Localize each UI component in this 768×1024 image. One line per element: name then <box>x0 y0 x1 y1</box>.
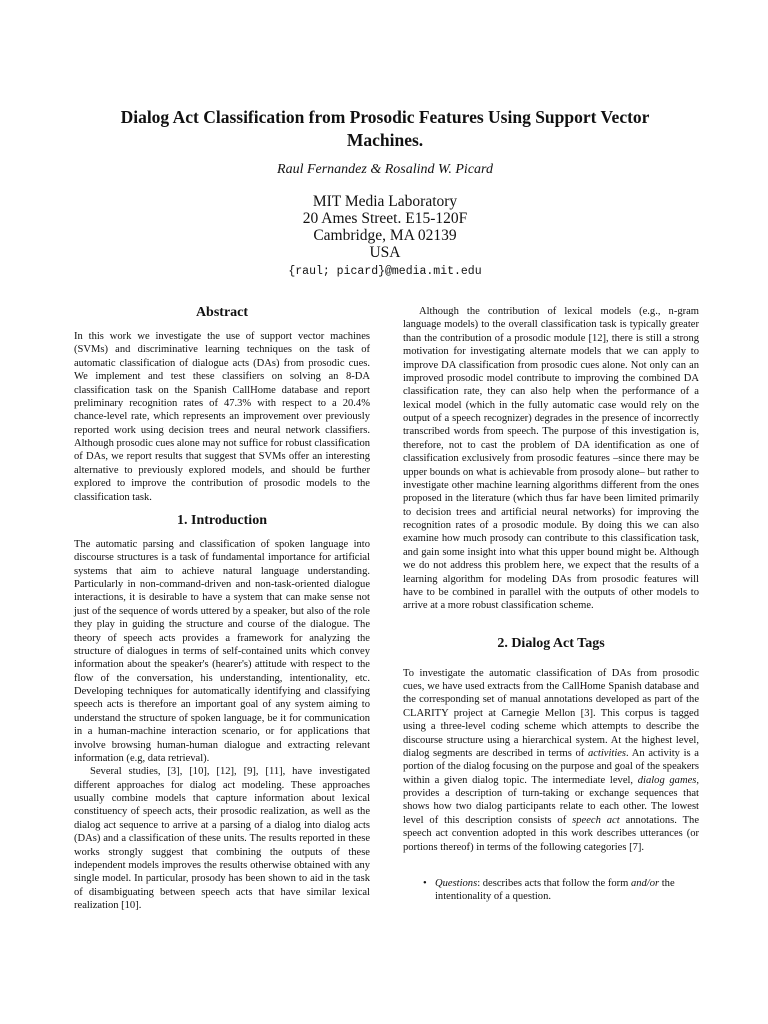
text-run: the intentionality of a question. <box>435 878 675 903</box>
emphasis-activities: activities <box>587 747 627 759</box>
intro-paragraph-2: Several studies, [3], [10], [12], [9], [11], have investigated different approaches for dialog act modeling. These approaches usually combine models that capture information about lexical constituency of speech acts, their prosodic realization, as well as the dialog act sequence to arrive at a parsing of a dialog into dialog acts (DAs) and a classification of these units. The results reported in these works strongly suggest that combining the outputs of these independent models improves the results otherwise obtained with any single model. In particular, prosody has been shown to aid in the task of disambiguating between speech acts that have similar lexical realization [10]. <box>74 766 370 911</box>
bullet-term: Questions <box>435 878 478 889</box>
affiliation-line: USA <box>369 244 401 261</box>
text-run: To investigate the automatic classification of DAs from prosodic cues, we have used extracts from the CallHome Spanish database and the corresponding set of manual annotations developed as part of the CLARITY project at Carnegie Mellon [3]. This corpus is tagged using a three-level coding scheme which attempts to describe the discourse structure using a hierarchical system. At the highest level, dialog segments are described in terms of <box>403 667 699 759</box>
abstract-heading: Abstract <box>195 305 249 320</box>
paper-title: Dialog Act Classification from Prosodic Features Using Support Vector Machines. <box>120 107 650 150</box>
text-run: , provides a description of turn-taking or exchange sequences that shows how two dialog participants relate to each other. The lowest level of this description consists of <box>403 774 700 826</box>
emphasis-speech-act: speech act <box>572 814 620 826</box>
affiliation-block <box>150 193 620 279</box>
intro-paragraph-3: Although the contribution of lexical models (e.g., n-gram language models) to the overall classification task is typically greater than the contribution of a prosodic module [12], there is still a strong motivation for investigating alternate models that we can apply to improve DA classification from prosodic cues alone. Not only can an improved prosodic model contribute to improving the combined DA classification rate, they can also help when the performance of a lexical model (which in the fully automatic case would rely on the output of a speech recognizer) degrades in the presence of incorrectly transcribed words from speech. The purpose of this investigation is, therefore, not to cast the problem of DA identification as one of classification exclusively from prosodic features –since there may be upper bounds on what is achievable from prosody alone– but rather to investigate other machine learning algorithms different from the ones proposed in the literature (which thus far have been limited primarily to decision trees and artificial neural networks) for improving the recognition rates of a prosodic module. By doing this we can also examine how much prosody can contribute to this classification task, and gain some insight into what this upper bound might be. Although we do not address this problem here, we expect that the results of a learning algorithm for modeling DAs from prosodic features will have to be combined in parallel with the outputs of other models to arrive at a more robust classification scheme. <box>403 306 699 612</box>
dialog-act-tags-paragraph <box>403 667 699 854</box>
paper-authors: Raul Fernandez & Rosalind W. Picard <box>277 162 493 177</box>
affiliation-line: 20 Ames Street. E15-120F <box>302 210 468 227</box>
section-heading-dialog-act-tags: 2. Dialog Act Tags <box>497 635 605 651</box>
right-column <box>403 305 699 854</box>
bullet-item-questions <box>423 877 699 904</box>
bullet-dot-icon: • <box>423 878 427 889</box>
emphasis-dialog-games: dialog games <box>637 774 697 786</box>
abstract-text: In this work we investigate the use of support vector machines (SVMs) and discriminative learning techniques on the task of automatic classification of dialogue acts (DAs) from prosodic cues. We implement and test these classifiers on solving an 8-DA classification task on the Spanish CallHome database and report preliminary recognition rates of 47.3% with respect to a 20.4% chance-level rate, which represents an improvement over previously reported work using decision trees and neural network classifiers. Although prosodic cues alone may not suffice for robust classification of DAs, we report results that suggest that SVMs offer an interesting alternative to previously explored models, and should be further explored to improve the contribution of prosodic models to the classification task. <box>74 331 370 503</box>
affiliation-line: MIT Media Laboratory <box>312 193 458 210</box>
author-email: {raul; picard}@media.mit.edu <box>288 265 482 278</box>
text-run: : describes acts that follow the form <box>477 878 631 889</box>
intro-paragraph-1: The automatic parsing and classification of spoken language into discourse structures is a task of fundamental importance for artificial systems that aim to achieve natural language understanding. Particularly in non-command-driven and non-task-oriented dialogue interactions, it is desirable to have a system that can make sense not just of the sequence of words uttered by a speaker, but also of the role they play in guiding the structure and course of the dialogue. The theory of speech acts provides a framework for analyzing the structure of dialogues in terms of self-contained units which convey information about the speaker's (hearer's) attitude with respect to the flow of the conversation, his understanding, intentionality, etc. Developing techniques for automatically identifying and classifying speech acts is therefore an important goal of any system aiming to understand the structure of spoken language, be it for communication in a human-machine interaction scenario, or for applications that involve browsing human-human dialogue and extracting relevant information (e.g, data retrieval). <box>74 538 370 764</box>
text-run: annotations. The speech act convention adopted in this work describes utterances (or portions thereof) in terms of the following categories [7]. <box>403 814 699 853</box>
text-run: . An activity is a portion of the dialog focusing on the purpose and goal of the speakers within a given dialog topic. The intermediate level, <box>403 747 699 786</box>
emphasis-and-or: and/or <box>630 878 660 889</box>
affiliation-line: Cambridge, MA 02139 <box>313 227 457 244</box>
bullet-text <box>435 877 699 904</box>
left-column <box>74 305 370 912</box>
section-heading-introduction: 1. Introduction <box>177 512 267 528</box>
